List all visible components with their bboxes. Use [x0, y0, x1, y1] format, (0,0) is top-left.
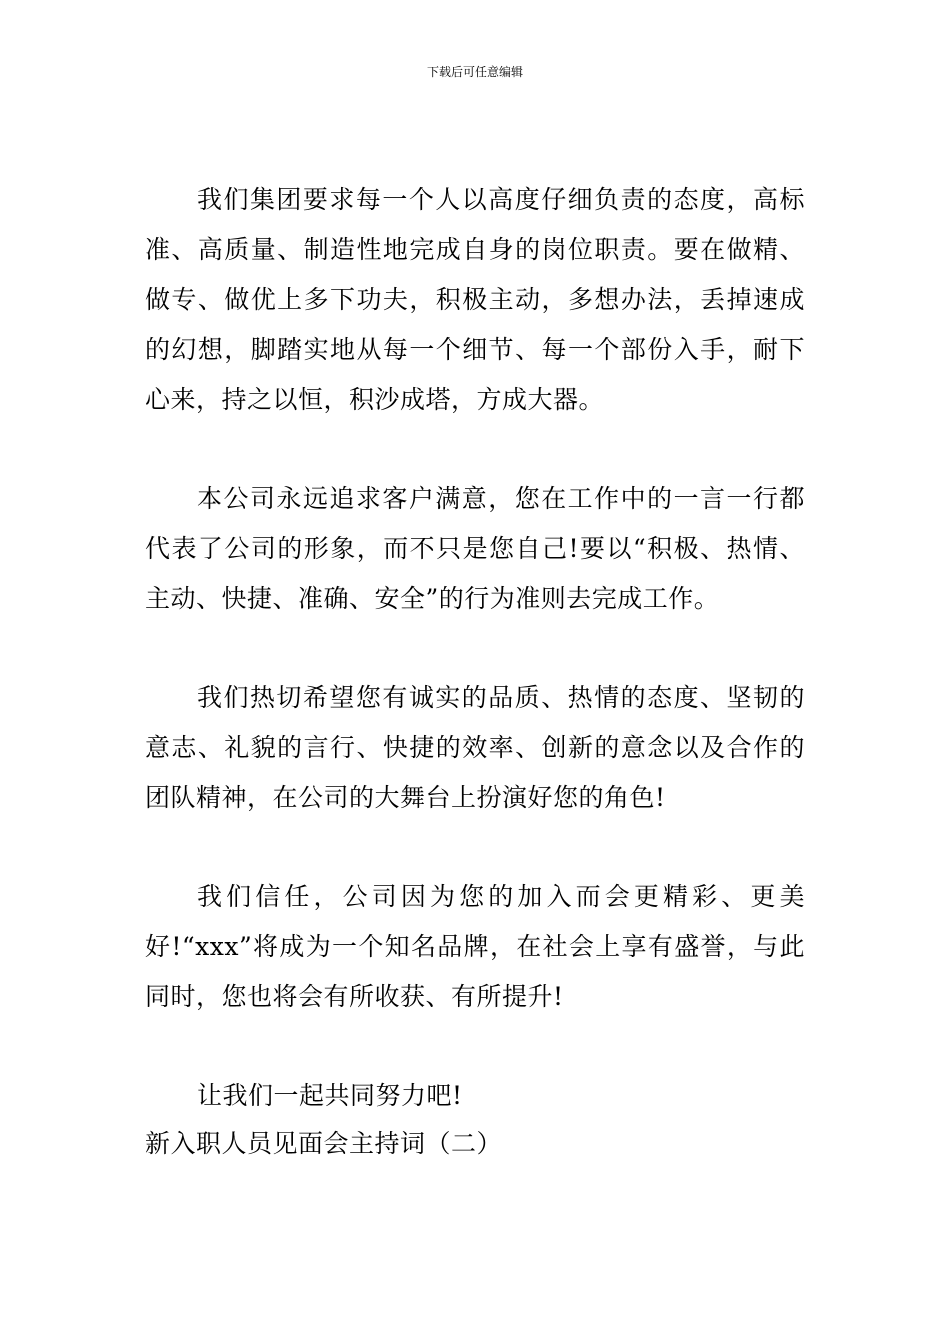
- paragraph-1: 我们集团要求每一个人以高度仔细负责的态度，高标准、高质量、制造性地完成自身的岗位职责。要在做精、做专、做优上多下功夫，积极主动，多想办法，丢掉速成的幻想，脚踏实地从每一个细节、每一个部份入手，耐下心来，持之以恒，积沙成塔，方成大器。: [145, 185, 805, 414]
- paragraph-3: 我们热切希望您有诚实的品质、热情的态度、坚韧的意志、礼貌的言行、快捷的效率、创新的意念以及合作的团队精神，在公司的大舞台上扮演好您的角色!: [145, 683, 805, 812]
- paragraph-4: 我们信任，公司因为您的加入而会更精彩、更美好!“xxx”将成为一个知名品牌，在社会上享有盛誉，与此同时，您也将会有所收获、有所提升!: [145, 882, 805, 1011]
- page-header: 下载后可任意编辑: [426, 65, 523, 79]
- paragraph-2: 本公司永远追求客户满意，您在工作中的一言一行都代表了公司的形象，而不只是您自己!要以“积极、热情、主动、快捷、准确、安全”的行为准则去完成工作。: [145, 484, 805, 613]
- paragraph-5: 让我们一起共同努力吧!: [197, 1081, 463, 1110]
- section-subtitle: 新入职人员见面会主持词（二）: [145, 1129, 503, 1158]
